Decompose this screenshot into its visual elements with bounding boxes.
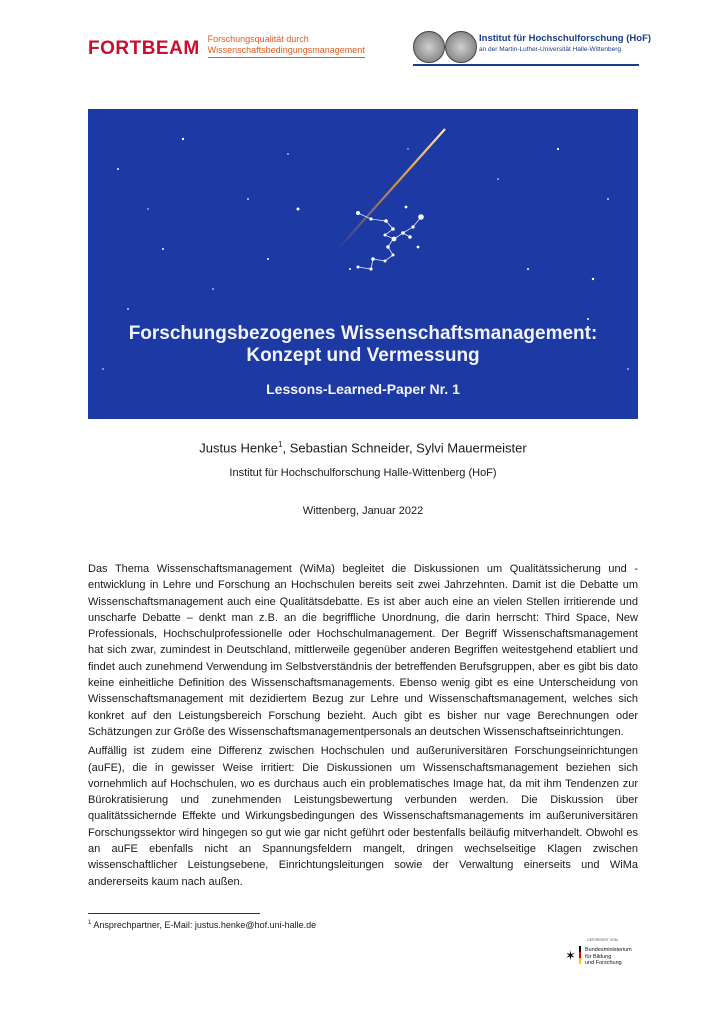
institute-name: Institut für Hochschulforschung (HoF) [479, 33, 652, 44]
fortbeam-wordmark: FORTBEAM [88, 38, 200, 59]
institute-subtitle: an der Martin-Luther-Universität Halle-Wittenberg [479, 46, 621, 53]
tagline-line1: Forschungsqualität durch [207, 34, 309, 44]
cover-image [88, 109, 638, 419]
author-list [88, 440, 638, 455]
paragraph: Das Thema Wissenschaftsmanagement (WiMa) begleitet die Diskussionen um Qualitätssicherung und -entwicklung in Lehre und Forschung an Hochschulen bereits seit zwei Jahrzehnten. Damit ist die Debatte um Wissenschaftsmanagement auch eine Qualitätsdebatte. Es ist aber auch eine an vielen Stellen irritierende und unscharfe Debatte – denkt man z.B. an die begriffliche Unordnung, die darin herrscht: Third Space, New Professionals, Hochschulprofessionelle oder Hochschulmanagement. Der Begriff Wissenschaftsmanagement hat sich zwar, zumindest in Deutschland, mittlerweile gegenüber anderen Begriffen weitestgehend etabliert und findet auch zunehmend Verwendung im Selbstverständnis der betreffenden Berufsgruppen, aber es gibt bis dato keine einheitliche Definition des Wissenschaftsmanagements. Ebenso wenig gibt es eine Unterscheidung von Wissenschaftsmanagement mit dezidiertem Bezug zur Lehre und Wissenschaftsmanagement, welches sich konkret auf den Leistungsbereich Forschung bezieht. Auch gibt es bisher nur vage Berechnungen oder Schätzungen zur Größe des Wissenschaftsmanagementpersonals an deutschen Wissenschaftseinrichtungen. [88, 563, 638, 738]
paragraph: Auffällig ist zudem eine Differenz zwischen Hochschulen und außeruniversitären Forschungseinrichtungen (auFE), die in gewisser Weise irritiert: Die Diskussionen um Wissenschaftsmanagement beziehen sich vornehmlich auf Hochschulen, wo es durchaus auch ein problematisches Image hat, da mit ihm Tendenzen zur Bürokratisierung und zunehmenden Leistungsbewertung verbunden werden. Die Diskussion über qualitätssichernde Effekte und Wirkungsbedingungen des Wissenschaftsmanagements im außeruniversitären Forschungssektor wird hingegen so gut wie gar nicht geführt oder bestenfalls beiläufig mitverhandelt. Obwohl es an auFE ebenfalls nicht an Spannungsfeldern mangelt, dringen wechselseitige Klagen zwischen wissenschaftlicher Leistungsebene, Einrichtungsleitungen sowie der Verwaltung einerseits und WiMa andererseits kaum nach außen. [88, 745, 638, 888]
eagle-icon: ✶ [565, 948, 576, 963]
ministry-name-line3: und Forschung [585, 960, 622, 966]
constellation [358, 213, 421, 269]
ministry-name-line2: für Bildung [585, 953, 612, 960]
meteor [338, 129, 445, 249]
flag-stripe [579, 946, 581, 964]
funded-by-label: GEFÖRDERT VOM [587, 938, 618, 942]
paper-series: Lessons-Learned-Paper Nr. 1 [266, 381, 460, 397]
fortbeam-tagline [208, 34, 365, 58]
constellation-stars [356, 206, 424, 271]
footnote-text: Ansprechpartner, E-Mail: justus.henke@hof.uni-halle.de [91, 920, 317, 930]
paper-title-line1: Forschungsbezogenes Wissenschaftsmanagement: [128, 323, 598, 344]
footnote-rule [88, 913, 260, 914]
ministry-name [585, 947, 645, 967]
tagline-line2: Wissenschaftsbedingungsmanagement [208, 45, 365, 58]
authors-rest: , Sebastian Schneider, Sylvi Mauermeister [282, 440, 527, 456]
author-1: Justus Henke [199, 440, 279, 456]
header-rule [413, 64, 639, 66]
body-text [88, 561, 638, 893]
starfield-illustration [88, 109, 638, 419]
hof-logo [413, 31, 652, 65]
university-seal-icon [413, 31, 445, 63]
footnote-mark: 1 [88, 920, 92, 926]
place-date: Wittenberg, Januar 2022 [302, 505, 424, 517]
ministry-name-line1: Bundesministerium [585, 947, 632, 953]
footnote-marker: 1 [278, 440, 283, 449]
paper-title-line2: Konzept und Vermessung [246, 345, 480, 366]
fortbeam-logo [88, 34, 365, 60]
university-seal-icon [445, 31, 477, 63]
author-affiliation: Institut für Hochschulforschung Halle-Wittenberg (HoF) [229, 467, 497, 479]
footnote [88, 920, 316, 930]
bmbf-logo [565, 938, 645, 988]
